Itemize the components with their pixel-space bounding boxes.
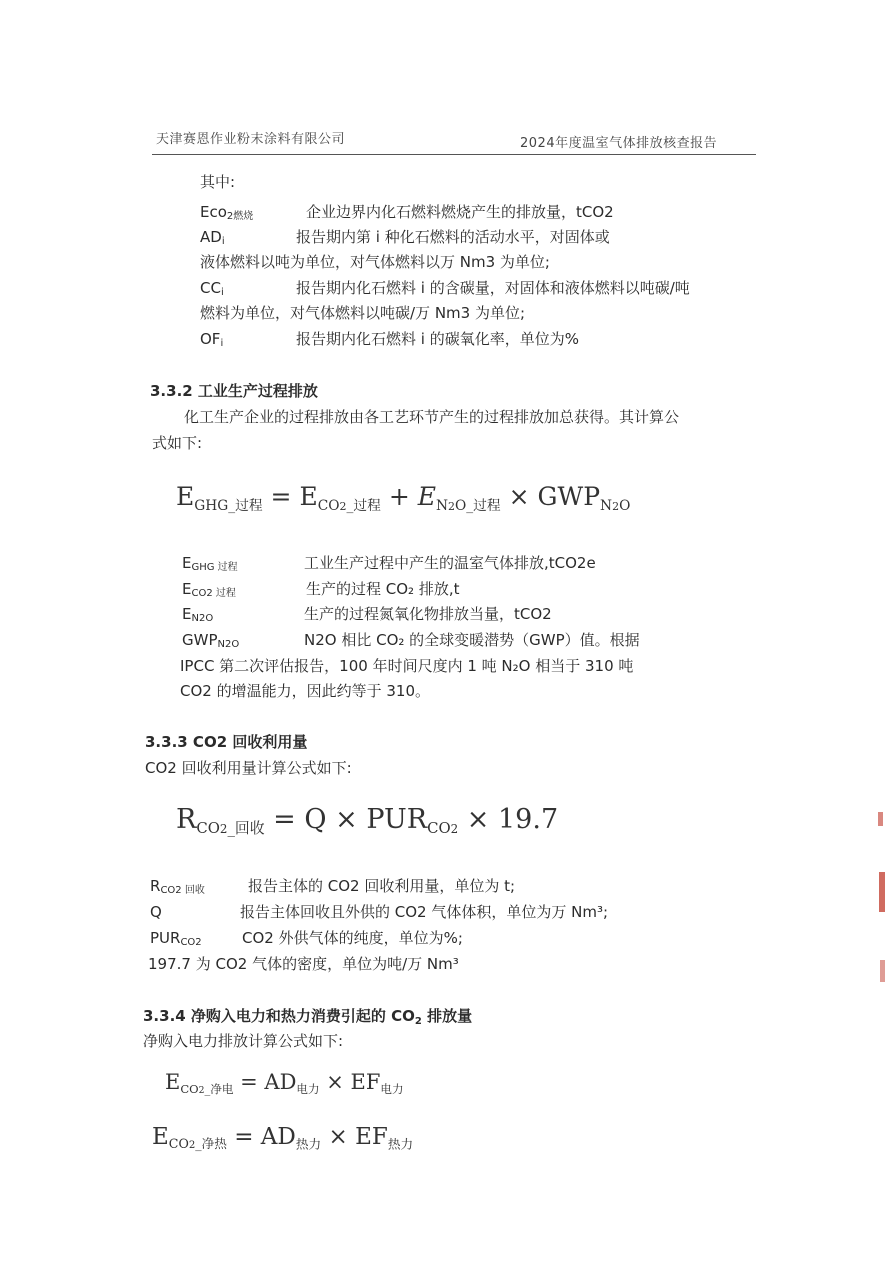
var-pur-symbol: PURCO2 [150, 929, 202, 948]
co2-density-note: 197.7 为 CO2 气体的密度，单位为吨/万 Nm³ [148, 955, 459, 973]
section-title-3-3-4: 3.3.4 净购入电力和热力消费引起的 $CO_2$ 排放量 [143, 1007, 473, 1027]
seal-fragment [880, 960, 885, 982]
var-gwp-desc-cont1: IPCC 第二次评估报告，100 年时间尺度内 1 吨 N₂O 相当于 310 吨 [180, 657, 634, 675]
var-cc-desc: 报告期内化石燃料 i 的含碳量，对固体和液体燃料以吨碳/吨 [296, 279, 690, 297]
var-gwp-desc: N2O 相比 CO₂ 的全球变暖潜势（GWP）值。根据 [304, 631, 640, 649]
var-rco2-symbol: RCO2 回收 [150, 877, 205, 896]
var-en2o-symbol: EN2O [182, 605, 214, 624]
var-eghg-desc: 工业生产过程中产生的温室气体排放,tCO2e [304, 554, 596, 572]
formula-co2-recovery: $R_{CO2\_回收} = Q \times PUR_{CO2} \times 19.7$ [176, 804, 559, 838]
header-rule [152, 154, 756, 155]
where-label: 其中: [200, 173, 236, 191]
var-gwp-symbol: GWPN2O [182, 631, 240, 650]
var-eco2-symbol: Eco2燃烧 [200, 203, 254, 222]
seal-fragment [878, 812, 883, 826]
var-of-desc: 报告期内化石燃料 i 的碳氧化率，单位为% [296, 330, 579, 348]
header-company: 天津赛恩作业粉末涂料有限公司 [156, 132, 346, 147]
section-title-3-3-3: 3.3.3 CO2 回收利用量 [145, 733, 308, 751]
var-q-symbol: Q [150, 903, 162, 921]
var-q-desc: 报告主体回收且外供的 CO2 气体体积，单位为万 Nm³; [240, 903, 609, 921]
var-gwp-desc-cont2: CO2 的增温能力，因此约等于 310。 [180, 682, 430, 700]
var-ad-desc: 报告期内第 i 种化石燃料的活动水平，对固体或 [296, 228, 610, 246]
var-en2o-desc: 生产的过程氮氧化物排放当量，tCO2 [304, 605, 552, 623]
var-ad-symbol: ADi [200, 228, 225, 247]
s333-intro: CO2 回收利用量计算公式如下: [145, 759, 352, 777]
var-rco2-desc: 报告主体的 CO2 回收利用量，单位为 t; [248, 877, 516, 895]
var-eco2-process-desc: 生产的过程 CO₂ 排放,t [306, 580, 460, 598]
var-ad-desc-cont: 液体燃料以吨为单位，对气体燃料以万 Nm3 为单位; [200, 253, 550, 271]
var-eco2-process-symbol: ECO2 过程 [182, 580, 236, 599]
var-cc-symbol: CCi [200, 279, 224, 298]
header-report-title: 2024年度温室气体排放核查报告 [520, 136, 718, 151]
formula-ghg-process: $E_{GHG\_过程} = E_{CO2\_过程} + E_{N2O\_过程} \times GWP_{N2O}$ [176, 482, 631, 514]
s332-intro-line1: 化工生产企业的过程排放由各工艺环节产生的过程排放加总获得。其计算公 [184, 408, 680, 426]
var-eco2-desc: 企业边界内化石燃料燃烧产生的排放量，tCO2 [306, 203, 614, 221]
s332-intro-line2: 式如下: [152, 434, 203, 452]
var-eghg-symbol: EGHG 过程 [182, 554, 238, 573]
var-pur-desc: CO2 外供气体的纯度，单位为%; [242, 929, 463, 947]
formula-net-heat: $E_{CO2\_净热} = AD_{热力} \times EF_{热力}$ [152, 1124, 414, 1152]
var-of-symbol: OFi [200, 330, 224, 349]
var-cc-desc-cont: 燃料为单位，对气体燃料以吨碳/万 Nm3 为单位; [200, 304, 526, 322]
formula-net-electricity: $E_{CO2\_净电} = AD_{电力} \times EF_{电力}$ [165, 1070, 404, 1097]
seal-fragment [879, 872, 885, 912]
s334-intro: 净购入电力排放计算公式如下: [143, 1032, 344, 1050]
section-title-3-3-2: 3.3.2 工业生产过程排放 [150, 382, 318, 400]
